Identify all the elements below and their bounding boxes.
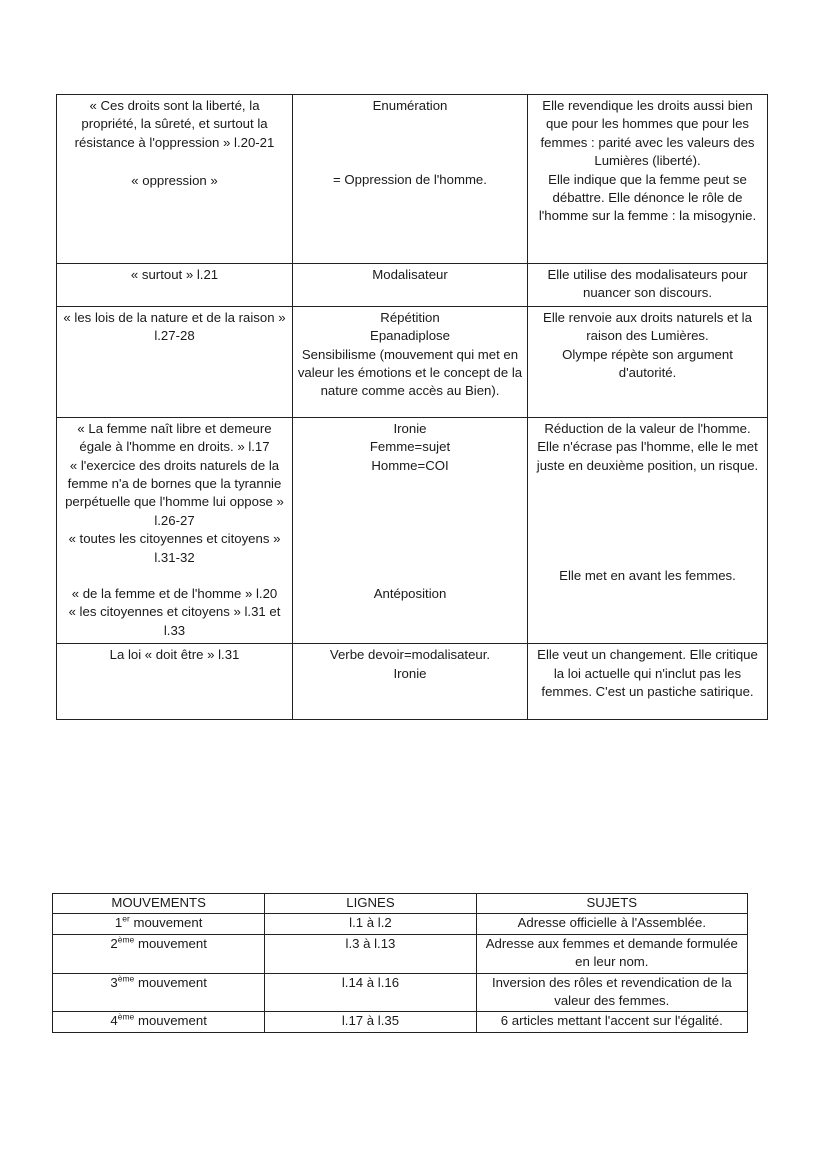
movement-cell: [53, 973, 265, 1012]
subject-cell: 6 articles mettant l'accent sur l'égalité.: [476, 1012, 747, 1032]
procede-text: Modalisateur: [372, 267, 448, 282]
table-row: [57, 644, 768, 720]
quote-cell: [57, 264, 293, 307]
movement-label: mouvement: [134, 974, 207, 990]
quote-cell: [57, 417, 293, 643]
movement-cell: [53, 934, 265, 973]
movement-label: mouvement: [134, 1013, 207, 1029]
interpretation-text: Elle utilise des modalisateurs pour nuancer son discours.: [547, 267, 748, 301]
column-header: LIGNES: [265, 894, 476, 914]
quote-cell: [57, 306, 293, 417]
subject-cell: Inversion des rôles et revendication de la valeur des femmes.: [476, 973, 747, 1012]
interpretation-cell: [528, 264, 768, 307]
quote-text: « les lois de la nature et de la raison » l.27-28: [63, 309, 286, 344]
column-header: SUJETS: [476, 894, 747, 914]
interpretation-text: Elle met en avant les femmes.: [559, 568, 736, 584]
movement-number: 3: [110, 974, 118, 990]
interpretation-cell: [528, 417, 768, 643]
procede-text: Répétition Epanadiplose Sensibilisme (mouvement qui met en valeur les émotions et le concept de la nature comme accès au Bien).: [297, 309, 523, 399]
quote-text: « oppression »: [131, 173, 218, 189]
lines-cell: l.17 à l.35: [265, 1012, 476, 1032]
table-row: [57, 417, 768, 643]
quote-cell: [57, 95, 293, 264]
movement-label: mouvement: [129, 915, 203, 931]
table-row: [57, 95, 768, 264]
table-row: [53, 1012, 748, 1032]
analysis-table: [56, 94, 768, 720]
subject-cell: Adresse aux femmes et demande formulée en leur nom.: [476, 934, 747, 973]
movement-ordinal-suffix: ème: [117, 973, 135, 984]
quote-text: « La femme naît libre et demeure égale à l'homme en droits. » l.17 « l'exercice des droits naturels de la femme n'a de bornes que la tyrannie perpétuelle que l'homme lui oppose » l.26-27 « toutes les citoyennes et citoyens » l.31-32: [65, 420, 284, 565]
interpretation-cell: [528, 306, 768, 417]
movement-number: 4: [110, 1013, 118, 1029]
quote-cell: [57, 644, 293, 720]
procede-text: = Oppression de l'homme.: [333, 172, 487, 188]
procede-text: Verbe devoir=modalisateur. Ironie: [329, 647, 491, 681]
procede-text: Enumération: [372, 98, 448, 113]
procede-cell: [293, 644, 528, 720]
movement-ordinal-suffix: ème: [117, 1012, 135, 1023]
movement-label: mouvement: [134, 935, 207, 951]
interpretation-text: Réduction de la valeur de l'homme. Elle n'écrase pas l'homme, elle le met juste en deuxième position, un risque.: [536, 420, 759, 473]
structure-table: [52, 893, 748, 1033]
lines-cell: l.3 à l.13: [265, 934, 476, 973]
interpretation-text: Elle veut un changement. Elle critique la loi actuelle qui n'inclut pas les femmes. C'est un pastiche satirique.: [537, 647, 758, 700]
table-row: [57, 306, 768, 417]
movement-number: 2: [110, 935, 118, 951]
procede-cell: [293, 306, 528, 417]
quote-text: « surtout » l.21: [130, 267, 219, 282]
quote-text: La loi « doit être » l.31: [109, 647, 240, 663]
quote-text: « Ces droits sont la liberté, la propriété, la sûreté, et surtout la résistance à l'oppression » l.20-21: [74, 98, 275, 150]
movement-cell: [53, 1012, 265, 1032]
procede-cell: [293, 95, 528, 264]
interpretation-cell: [528, 644, 768, 720]
procede-cell: [293, 417, 528, 643]
procede-text: Ironie Femme=sujet Homme=COI: [369, 420, 451, 473]
column-header: MOUVEMENTS: [53, 894, 265, 914]
interpretation-text: Elle revendique les droits aussi bien que pour les hommes que pour les femmes : parité avec les valeurs des Lumières (liberté). Elle indique que la femme peut se débattre. Elle dénonce le rôle de l'homme sur la femme : la misogynie.: [538, 98, 757, 224]
interpretation-text: Elle renvoie aux droits naturels et la raison des Lumières. Olympe répète son argument d'autorité.: [543, 309, 752, 381]
movement-number: 1: [114, 915, 123, 931]
table-row: [57, 264, 768, 307]
interpretation-cell: [528, 95, 768, 264]
table-row: [53, 914, 748, 934]
movement-cell: [53, 914, 265, 934]
lines-cell: l.1 à l.2: [265, 914, 476, 934]
table-row: [53, 934, 748, 973]
quote-text: « de la femme et de l'homme » l.20 « les citoyennes et citoyens » l.31 et l.33: [68, 586, 281, 638]
procede-text: Antéposition: [373, 586, 447, 602]
table-row: [53, 973, 748, 1012]
lines-cell: l.14 à l.16: [265, 973, 476, 1012]
movement-ordinal-suffix: er: [122, 914, 130, 925]
table-header-row: [53, 894, 748, 914]
subject-cell: Adresse officielle à l'Assemblée.: [476, 914, 747, 934]
procede-cell: [293, 264, 528, 307]
movement-ordinal-suffix: ème: [117, 934, 135, 945]
